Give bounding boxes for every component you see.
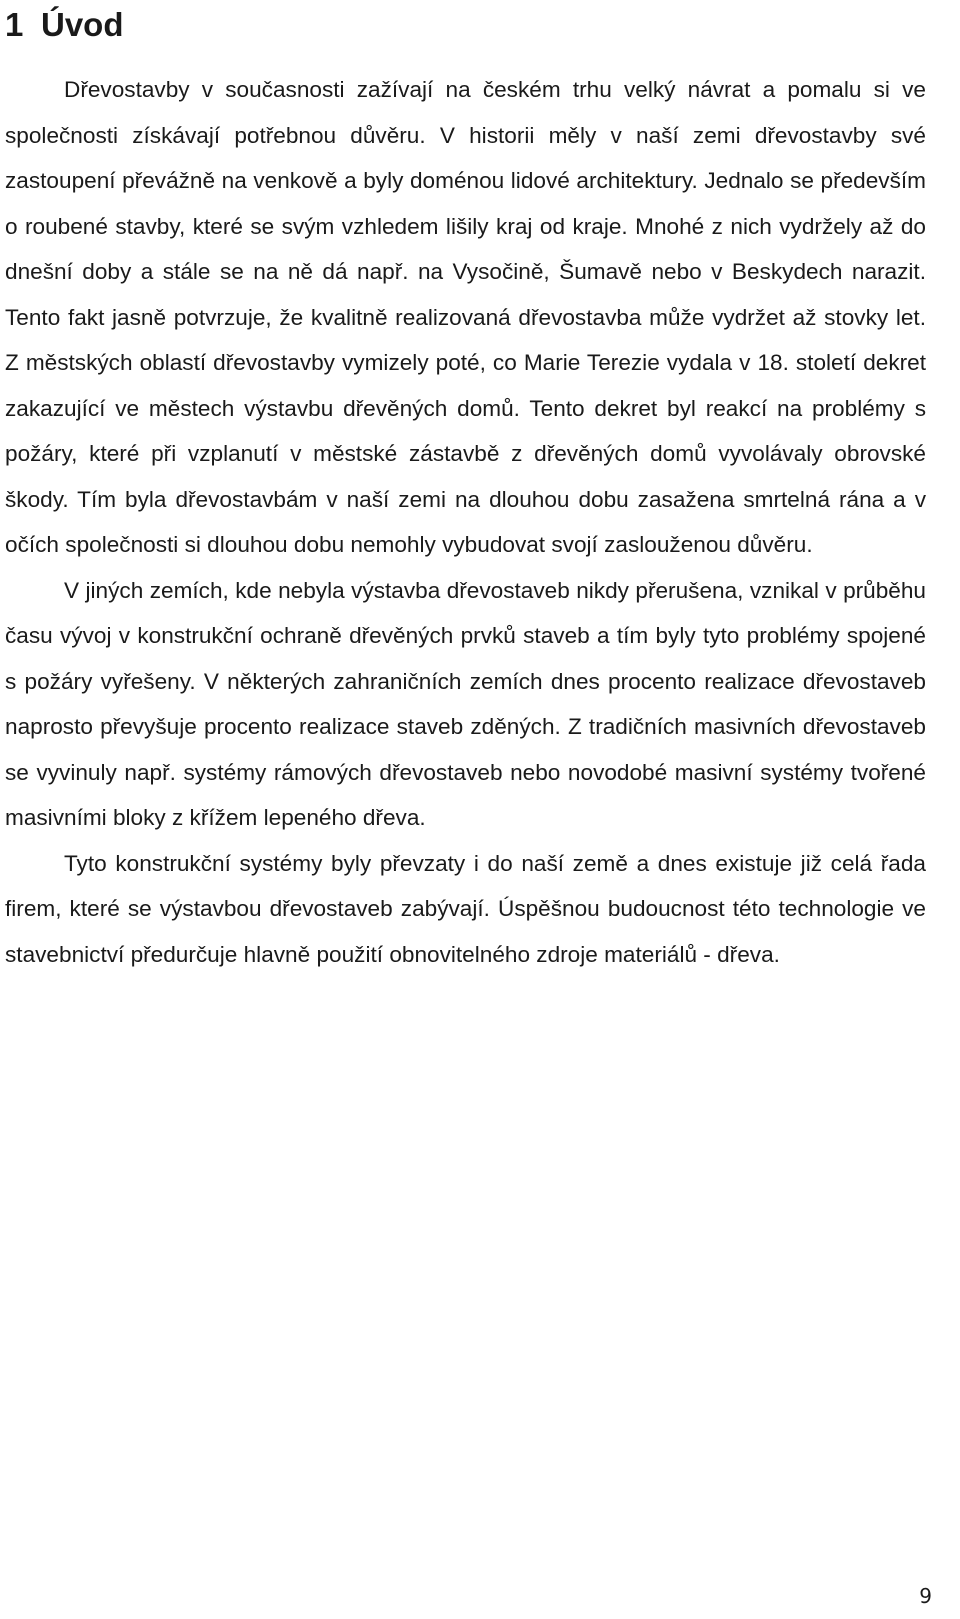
page-number: 9 bbox=[919, 1584, 932, 1608]
paragraph-2: V jiných zemích, kde nebyla výstavba dřevostaveb nikdy přerušena, vznikal v průběhu času vývoj v konstrukční ochraně dřevěných prvků staveb a tím byly tyto problémy spojené s požáry vyřešeny. V některých zahraničních zemích dnes procento realizace dřevostaveb naprosto převyšuje procento realizace staveb zděných. Z tradičních masivních dřevostaveb se vyvinuly např. systémy rámových dřevostaveb nebo novodobé masivní systémy tvořené masivními bloky z křížem lepeného dřeva. bbox=[5, 577, 926, 830]
chapter-heading bbox=[5, 3, 124, 47]
paragraph-1: Dřevostavby v současnosti zažívají na českém trhu velký návrat a pomalu si ve společnosti získávají potřebnou důvěru. V historii měly v naší zemi dřevostavby své zastoupení převážně na venkově a byly doménou lidové architektury. Jednalo se především o roubené stavby, které se svým vzhledem lišily kraj od kraje. Mnohé z nich vydržely až do dnešní doby a stále se na ně dá např. na Vysočině, Šumavě nebo v Beskydech narazit. Tento fakt jasně potvrzuje, že kvalitně realizovaná dřevostavba může vydržet až stovky let. Z městských oblastí dřevostavby vymizely poté, co Marie Terezie vydala v 18. století dekret zakazující ve městech výstavbu dřevěných domů. Tento dekret byl reakcí na problémy s požáry, které při vzplanutí v městské zástavbě z dřevěných domů vyvolávaly obrovské škody. Tím byla dřevostavbám v naší zemi na dlouhou dobu zasažena smrtelná rána a v očích společnosti si dlouhou dobu nemohly vybudovat svojí zaslouženou důvěru. bbox=[5, 77, 926, 557]
chapter-number: 1 bbox=[5, 6, 24, 43]
paragraph-3: Tyto konstrukční systémy byly převzaty i do naší země a dnes existuje již celá řada firem, které se výstavbou dřevostaveb zabývají. Úspěšnou budoucnost této technologie ve stavebnictví předurčuje hlavně použití obnovitelného zdroje materiálů - dřeva. bbox=[5, 850, 926, 967]
body-text bbox=[5, 67, 926, 977]
chapter-title: Úvod bbox=[41, 6, 124, 43]
